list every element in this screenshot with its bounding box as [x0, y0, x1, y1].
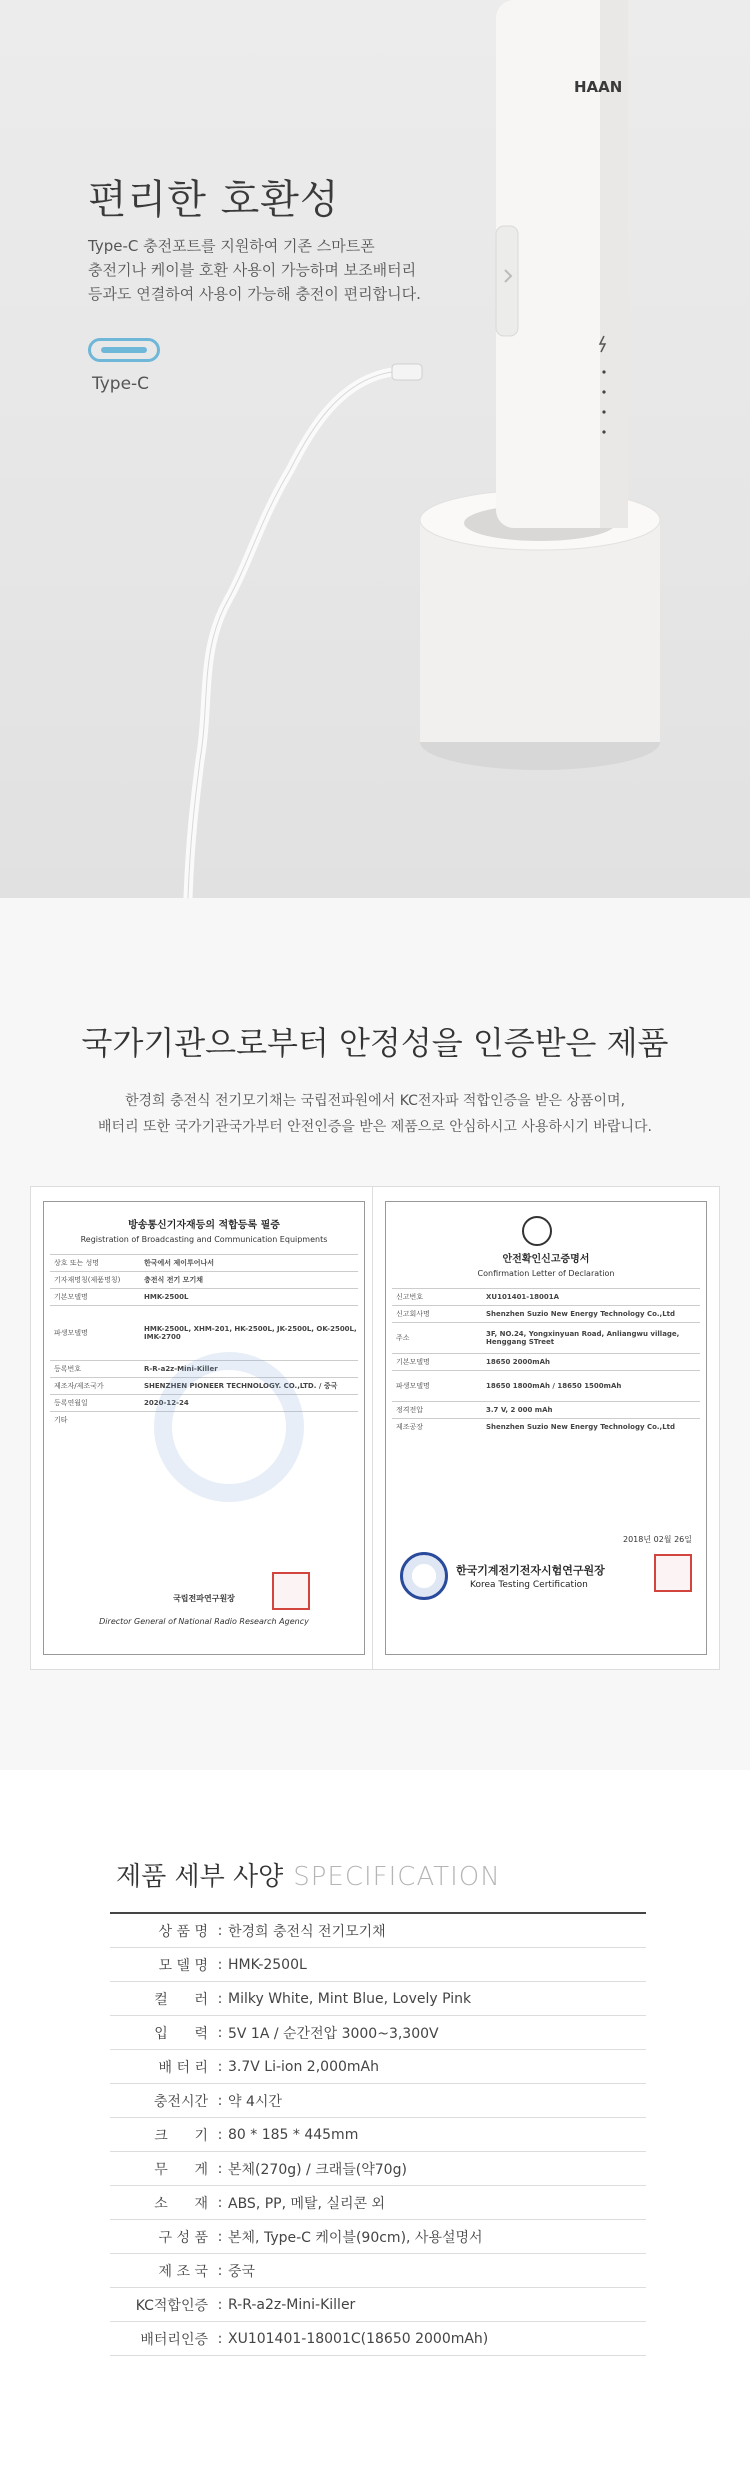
- spec-row: 배터리인증 : XU101401-18001C(18650 2000mAh): [110, 2322, 646, 2356]
- cert-desc-line: 배터리 또한 국가기관국가부터 안전인증을 받은 제품으로 안심하시고 사용하시기 바랍니다.: [98, 1119, 652, 1135]
- certificate-title: 안전확인신고증명서: [502, 1254, 590, 1265]
- certificate-row: 파생모델명 18650 1800mAh / 18650 1500mAh: [392, 1370, 700, 1401]
- hero-desc-line: 등과도 연결하여 사용이 가능해 충전이 편리합니다.: [88, 285, 421, 303]
- official-seal-icon: [272, 1572, 310, 1610]
- spec-row: 배 터 리 : 3.7V Li-ion 2,000mAh: [110, 2050, 646, 2084]
- specification-section: [0, 1770, 750, 2484]
- certificate-title: 방송통신기자재등의 적합등록 필증: [128, 1220, 280, 1231]
- certificate-row: 정격전압 3.7 V, 2 000 mAh: [392, 1401, 700, 1418]
- spec-row: 컬 러 : Milky White, Mint Blue, Lovely Pink: [110, 1982, 646, 2016]
- spec-title: [116, 1856, 501, 1893]
- cert-description: [0, 1088, 750, 1140]
- certificate-frame: [385, 1201, 707, 1655]
- haan-logo: HAAN: [574, 78, 623, 96]
- certificate-row: 제조공장 Shenzhen Suzio New Energy Technology Co.,Ltd: [392, 1418, 700, 1435]
- certificate-row: 기본모델명 HMK-2500L: [50, 1288, 358, 1305]
- safety-confirmation-letter: [372, 1186, 720, 1670]
- official-seal-icon: [654, 1554, 692, 1592]
- spec-title-en: SPECIFICATION: [293, 1862, 501, 1892]
- certificate-row: 신고회사명 Shenzhen Suzio New Energy Technology Co.,Ltd: [392, 1305, 700, 1322]
- certificate-row: 파생모델명 HMK-2500L, XHM-201, HK-2500L, JK-2500L, OK-2500L, IMK-2700: [50, 1305, 358, 1360]
- spec-row: 소 재 : ABS, PP, 메탈, 실리콘 외: [110, 2186, 646, 2220]
- certificate-row: 주소 3F, NO.24, Yongxinyuan Road, Anliangwu village, Henggang STreet: [392, 1322, 700, 1353]
- hero-section: [0, 0, 750, 898]
- certificate-row: 기본모델명 18650 2000mAh: [392, 1353, 700, 1370]
- spec-row: 상 품 명 : 한경희 충전식 전기모기채: [110, 1914, 646, 1948]
- hero-title: 편리한 호환성: [88, 177, 340, 223]
- certificate-frame: [43, 1201, 365, 1655]
- certificate-row: 제조자/제조국가 SHENZHEN PIONEER TECHNOLOGY. CO.,LTD. / 중국: [50, 1377, 358, 1394]
- certificate-row: 기자재명칭(제품명칭) 충전식 전기 모기채: [50, 1271, 358, 1288]
- hero-desc-line: 충전기나 케이블 호환 사용이 가능하며 보조배터리: [88, 261, 417, 279]
- spec-row: 구 성 품 : 본체, Type-C 케이블(90cm), 사용설명서: [110, 2220, 646, 2254]
- typec-label: Type-C: [92, 374, 150, 394]
- kc-logo-icon: [522, 1216, 552, 1246]
- spec-row: 입 력 : 5V 1A / 순간전압 3000~3,300V: [110, 2016, 646, 2050]
- certificate-row: 신고번호 XU101401-18001A: [392, 1288, 700, 1305]
- kc-registration-certificate: [30, 1186, 378, 1670]
- certificate-issuer-en: Korea Testing Certification: [470, 1580, 588, 1590]
- ktc-emblem-icon: [400, 1552, 448, 1600]
- typec-port-icon: [88, 338, 160, 362]
- cert-desc-line: 한경희 충전식 전기모기채는 국립전파원에서 KC전자파 적합인증을 받은 상품이며,: [124, 1093, 626, 1109]
- kc-watermark-icon: [154, 1352, 304, 1502]
- spec-row: 충전시간 : 약 4시간: [110, 2084, 646, 2118]
- certificate-row: 등록연월일 2020-12-24: [50, 1394, 358, 1411]
- certificate-issuer: 한국기계전기전자시험연구원장: [456, 1564, 605, 1577]
- cert-title: 국가기관으로부터 안정성을 인증받은 제품: [81, 1024, 669, 1062]
- spec-row: 무 게 : 본체(270g) / 크래들(약70g): [110, 2152, 646, 2186]
- spec-row: 제 조 국 : 중국: [110, 2254, 646, 2288]
- product-illustration: [0, 0, 750, 898]
- certificate-fields: [386, 1288, 706, 1435]
- spec-table: [110, 1912, 646, 2356]
- spec-row: 크 기 : 80 * 185 * 445mm: [110, 2118, 646, 2152]
- certificate-subtitle: Registration of Broadcasting and Communication Equipments: [80, 1235, 328, 1244]
- certificate-row: 상호 또는 성명 한국에서 제이투어나서: [50, 1254, 358, 1271]
- certificate-date: 2018년 02월 26일: [623, 1535, 692, 1544]
- certification-section: [0, 898, 750, 1770]
- certificate-row: 등록번호 R-R-a2z-Mini-Killer: [50, 1360, 358, 1377]
- hero-description: [88, 234, 448, 306]
- spec-row: KC적합인증 : R-R-a2z-Mini-Killer: [110, 2288, 646, 2322]
- certificate-issuer-en: Director General of National Radio Research Agency: [99, 1617, 309, 1626]
- spec-title-ko: 제품 세부 사양: [116, 1862, 284, 1892]
- hero-desc-line: Type-C 충전포트를 지원하여 기존 스마트폰: [88, 237, 375, 255]
- certificate-subtitle: Confirmation Letter of Declaration: [477, 1269, 615, 1278]
- spec-row: 모 델 명 : HMK-2500L: [110, 1948, 646, 1982]
- certificate-row: 기타: [50, 1411, 358, 1428]
- certificate-issuer: 국립전파연구원장: [173, 1594, 235, 1603]
